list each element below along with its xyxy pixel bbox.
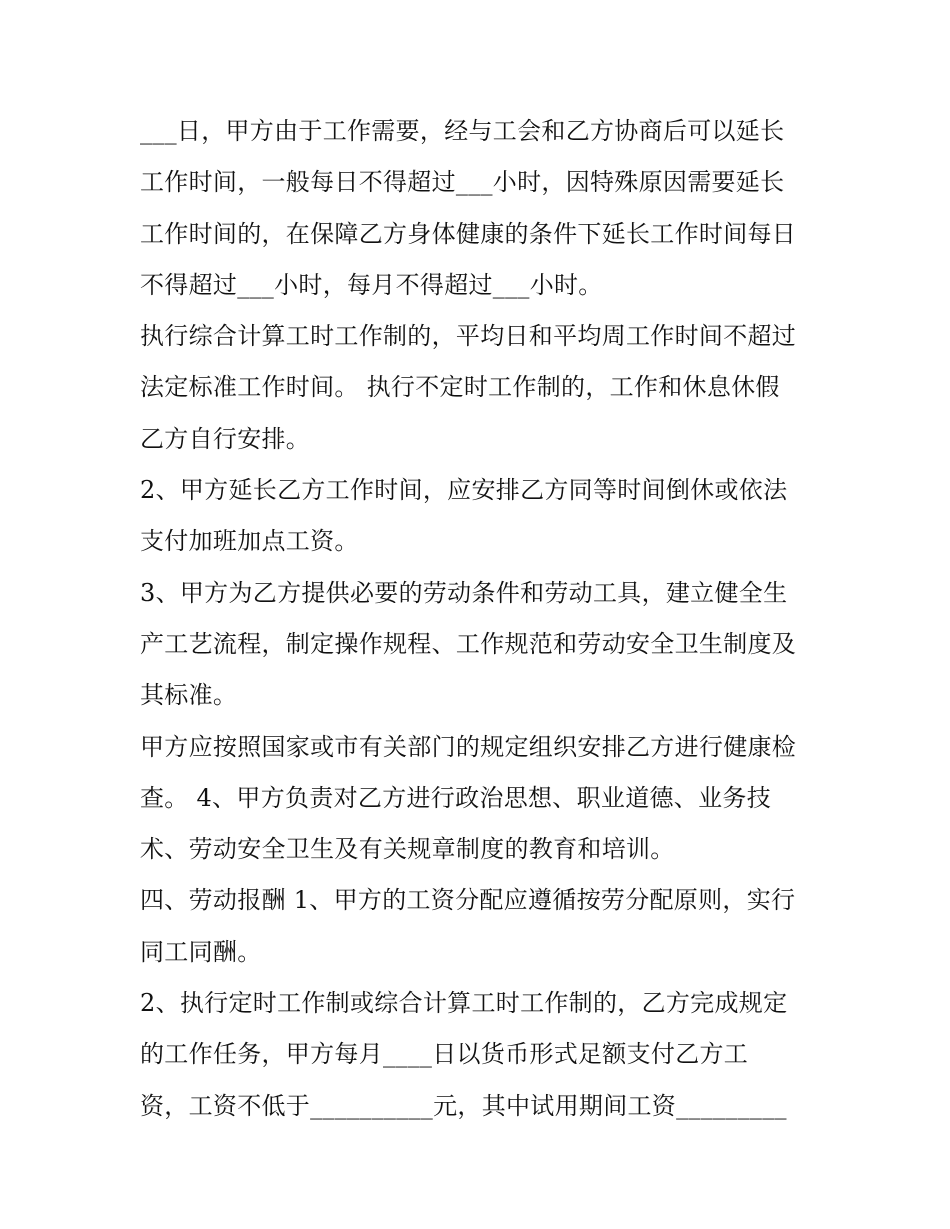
text-line: 工作时间，一般每日不得超过___小时，因特殊原因需要延长 [140,168,785,197]
text-line: 资，工资不低于__________元，其中试用期间工资_________ [140,1091,787,1120]
text-line: 2、执行定时工作制或综合计算工时工作制的，乙方完成规定 [140,989,788,1018]
text-line: 支付加班加点工资。 [140,527,359,556]
text-line: 甲方应按照国家或市有关部门的规定组织安排乙方进行健康检 [140,732,797,761]
text-line: 法定标准工作时间。 执行不定时工作制的，工作和休息休假 [140,373,780,402]
text-line: 3、甲方为乙方提供必要的劳动条件和劳动工具，建立健全生 [140,578,788,607]
text-line: 其标准。 [140,681,238,710]
text-line: 执行综合计算工时工作制的，平均日和平均周工作时间不超过 [140,322,797,351]
text-line: 产工艺流程，制定操作规程、工作规范和劳动安全卫生制度及 [140,629,797,658]
text-line: 不得超过___小时，每月不得超过___小时。 [140,270,603,299]
text-line: 四、劳动报酬 1、甲方的工资分配应遵循按劳分配原则，实行 [140,886,796,915]
text-line: ___日，甲方由于工作需要，经与工会和乙方协商后可以延长 [140,117,785,145]
text-line: 查。 4、甲方负责对乙方进行政治思想、职业道德、业务技 [140,783,771,812]
text-line: 的工作任务，甲方每月____日以货币形式足额支付乙方工 [140,1040,749,1069]
text-line: 2、甲方延长乙方工作时间，应安排乙方同等时间倒休或依法 [140,476,788,505]
document-body [140,106,830,1132]
text-line: 乙方自行安排。 [140,424,311,453]
text-line: 同工同酬。 [140,937,262,966]
text-line: 工作时间的，在保障乙方身体健康的条件下延长工作时间每日 [140,219,797,248]
text-line: 术、劳动安全卫生及有关规章制度的教育和培训。 [140,835,675,864]
